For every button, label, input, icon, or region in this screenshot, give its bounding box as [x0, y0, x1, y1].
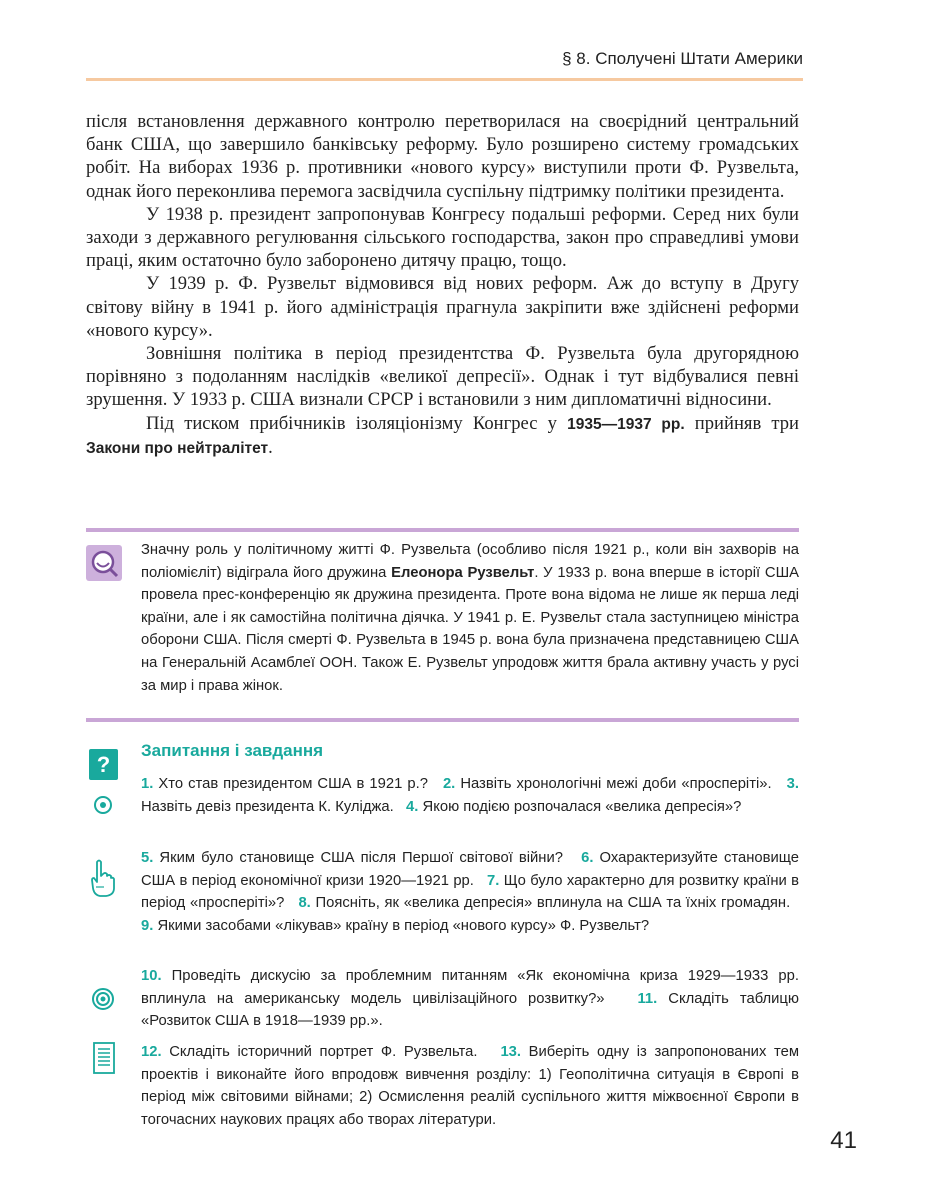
- task-text: Виберіть одну із запропонованих тем проектів і виконайте його впродовж вивчення розділу: 1) Геополітична ситуація в Європі в період між світовими війнами; 2) Осмислення реалій суспільного життя міжвоєнної Європи в тогочасних наукових працях або творах літератури.: [141, 1044, 800, 1128]
- task-text: Що було характерно для розвитку країни в період «просперіті»?: [141, 872, 799, 912]
- task-group-3: [141, 965, 799, 1033]
- task-text: Складіть таблицю «Розвиток США в 1918—1939 рр.».: [141, 990, 799, 1030]
- task-group-4: [141, 1041, 799, 1131]
- header-divider: [86, 78, 803, 81]
- task-number: 10.: [141, 968, 162, 984]
- target-dot-icon: [93, 795, 113, 815]
- task-group-2: [141, 847, 799, 937]
- note-paragraph: [141, 539, 799, 697]
- task-number: 11.: [637, 990, 658, 1007]
- section-heading: Запитання і завдання: [141, 741, 324, 760]
- text: Під тиском прибічників ізоляціонізму Конгрес у: [146, 412, 568, 434]
- pointing-hand-icon: [88, 858, 116, 898]
- task-number: 5.: [141, 850, 154, 866]
- target-circles-icon: [91, 987, 115, 1011]
- task-text: Складіть історичний портрет Ф. Рузвельта.: [169, 1044, 478, 1060]
- page-number: 41: [830, 1127, 857, 1154]
- task-group-1: [141, 773, 799, 818]
- text: . У 1933 р. вона вперше в історії США провела прес-конференцію як дружина президента. Проте вона відома не лише як перша леді країни, але і як самостійна політична діячка. У 1941 р. Е. Рузвельт стала заступницею міністра оборони США. Після смерті Ф. Рузвельта в 1945 р. вона була призначена представницею США на Генеральній Асамблеї ООН. Також Е. Рузвельт упродовж життя брала активну участь у русі за мир і права жінок.: [141, 564, 800, 694]
- text: .: [268, 436, 273, 458]
- key-term: Закони про нейтралітет: [86, 439, 269, 457]
- main-text: [86, 110, 799, 460]
- paragraph: Зовнішня політика в період президентства Ф. Рузвельта була другорядною порівняно з подоланням наслідків «великої депресії». Однак і тут відбувалися певні зрушення. У 1933 р. США визнали СРСР і встановили з ним дипломатичні відносини.: [86, 343, 799, 411]
- task-text: Хто став президентом США в 1921 р.?: [158, 776, 428, 792]
- task-text: Охарактеризуйте становище США в період економічної кризи 1920—1921 рр.: [141, 850, 799, 889]
- task-number: 9.: [141, 917, 154, 934]
- task-number: 1.: [141, 776, 154, 792]
- task-text: Яким було становище США після Першої світової війни?: [159, 850, 563, 866]
- task-text: Якою подією розпочалася «велика депресія»?: [422, 798, 742, 815]
- task-text: Назвіть хронологічні межі доби «просперіті».: [460, 776, 772, 792]
- document-icon: [93, 1042, 115, 1074]
- paragraph: [86, 412, 799, 460]
- task-text: Проведіть дискусію за проблемним питанням «Як економічна криза 1929—1933 рр. вплинула на американську модель цивілізаційного розвитку?»: [141, 968, 799, 1007]
- info-note: [141, 539, 799, 697]
- task-text: Поясніть, як «велика депресія» вплинула на США та їхніх громадян.: [315, 895, 791, 912]
- paragraph: У 1939 р. Ф. Рузвельт відмовився від нових реформ. Аж до вступу в Другу світову війну в 1941 р. його адміністрація прагнула закріпити вже здійснені реформи «нового курсу».: [86, 273, 799, 341]
- task-number: 13.: [500, 1044, 522, 1060]
- paragraph: після встановлення державного контролю перетворилася на своєрідний центральний банк США, що завершило банківську реформу. Було розширено систему громадських робіт. На виборах 1936 р. противники «нового курсу» виступили проти Ф. Рузвельта, однак його переконлива перемога засвідчила суспільну підтримку політики президента.: [86, 111, 799, 202]
- task-text: Назвіть девіз президента К. Куліджа.: [141, 798, 394, 815]
- question-icon: ?: [89, 749, 118, 780]
- paragraph: У 1938 р. президент запропонував Конгресу подальші реформи. Серед них були заходи з державного регулювання сільського господарства, закон про справедливі умови праці, яким остаточно було заборонено дитячу працю, тощо.: [86, 203, 799, 272]
- task-number: 2.: [442, 776, 456, 792]
- date-term: 1935—1937 рр.: [567, 415, 685, 433]
- task-number: 3.: [786, 776, 799, 792]
- task-text: Якими засобами «лікував» країну в період «нового курсу» Ф. Рузвельт?: [157, 917, 650, 934]
- note-top-divider: [86, 528, 799, 532]
- task-number: 12.: [141, 1044, 162, 1060]
- task-number: 4.: [406, 798, 419, 815]
- magnifier-icon: [86, 545, 122, 581]
- text: Значну роль у політичному житті Ф. Рузвельта (особливо після 1921 р., коли він захворів на поліомієліт) відіграла його дружина: [141, 542, 799, 581]
- task-number: 8.: [298, 895, 311, 912]
- task-number: 6.: [581, 850, 594, 866]
- highlight-name: Елеонора Рузвельт: [391, 564, 535, 581]
- note-bottom-divider: [86, 718, 799, 722]
- text: прийняв три: [684, 412, 800, 434]
- task-number: 7.: [487, 872, 500, 889]
- section-title: § 8. Сполучені Штати Америки: [562, 49, 803, 68]
- running-header: [86, 49, 935, 75]
